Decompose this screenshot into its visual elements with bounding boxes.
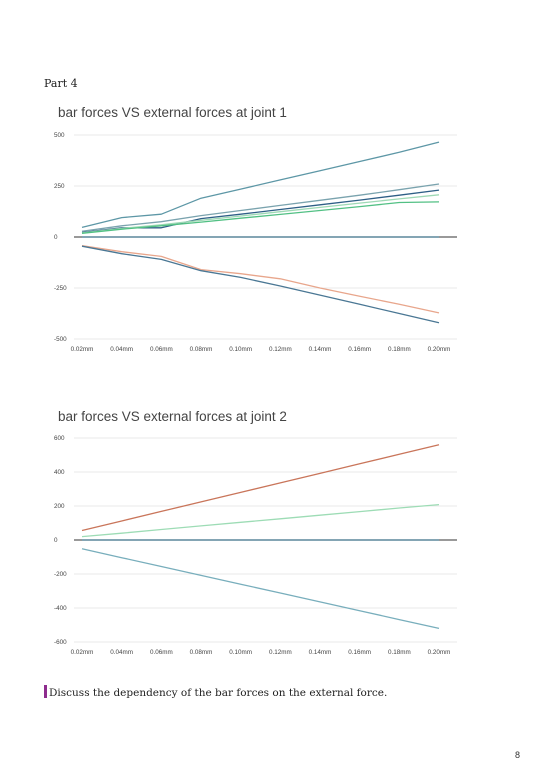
series-line-2 xyxy=(82,505,439,537)
y-tick-label: 400 xyxy=(54,469,65,476)
series-line-3 xyxy=(82,190,439,232)
text-cursor-icon xyxy=(44,685,47,698)
series-line-1 xyxy=(82,142,439,227)
chart-title: bar forces VS external forces at joint 2 xyxy=(58,409,287,424)
series-line-4 xyxy=(82,195,439,233)
x-tick-label: 0.08mm xyxy=(189,346,213,353)
chart-joint-1 xyxy=(52,102,467,362)
x-tick-label: 0.20mm xyxy=(427,649,451,656)
y-tick-label: 200 xyxy=(54,503,65,510)
y-tick-label: -500 xyxy=(54,336,67,343)
x-tick-label: 0.18mm xyxy=(387,649,411,656)
x-tick-label: 0.14mm xyxy=(308,346,332,353)
y-tick-label: -250 xyxy=(54,285,67,292)
x-tick-label: 0.12mm xyxy=(268,649,292,656)
x-tick-label: 0.10mm xyxy=(229,346,253,353)
x-tick-label: 0.16mm xyxy=(348,649,372,656)
x-tick-label: 0.20mm xyxy=(427,346,451,353)
y-tick-label: -400 xyxy=(54,605,67,612)
x-tick-label: 0.16mm xyxy=(348,346,372,353)
x-tick-label: 0.12mm xyxy=(268,346,292,353)
chart-joint-2 xyxy=(52,407,467,662)
series-line-8 xyxy=(82,246,439,323)
y-tick-label: 0 xyxy=(54,234,58,241)
chart-joint-2-plot xyxy=(52,407,467,662)
y-tick-label: 0 xyxy=(54,537,58,544)
series-line-1 xyxy=(82,445,439,531)
page-number: 8 xyxy=(515,750,521,760)
x-tick-label: 0.04mm xyxy=(110,649,134,656)
x-tick-label: 0.18mm xyxy=(387,346,411,353)
series-line-4 xyxy=(82,549,439,629)
y-tick-label: 500 xyxy=(54,132,65,139)
x-tick-label: 0.02mm xyxy=(70,346,94,353)
x-tick-label: 0.06mm xyxy=(149,346,173,353)
y-tick-label: 600 xyxy=(54,435,65,442)
x-tick-label: 0.10mm xyxy=(229,649,253,656)
y-tick-label: -600 xyxy=(54,639,67,646)
chart-title: bar forces VS external forces at joint 1 xyxy=(58,105,287,120)
section-heading: Part 4 xyxy=(44,77,78,90)
y-tick-label: -200 xyxy=(54,571,67,578)
x-tick-label: 0.06mm xyxy=(149,649,173,656)
x-tick-label: 0.02mm xyxy=(70,649,94,656)
x-tick-label: 0.14mm xyxy=(308,649,332,656)
chart-joint-1-plot xyxy=(52,102,467,362)
x-tick-label: 0.04mm xyxy=(110,346,134,353)
discussion-prompt xyxy=(44,685,387,699)
y-tick-label: 250 xyxy=(54,183,65,190)
question-text: Discuss the dependency of the bar forces on the external force. xyxy=(49,687,388,699)
series-line-5 xyxy=(82,202,439,233)
x-tick-label: 0.08mm xyxy=(189,649,213,656)
series-line-2 xyxy=(82,184,439,231)
